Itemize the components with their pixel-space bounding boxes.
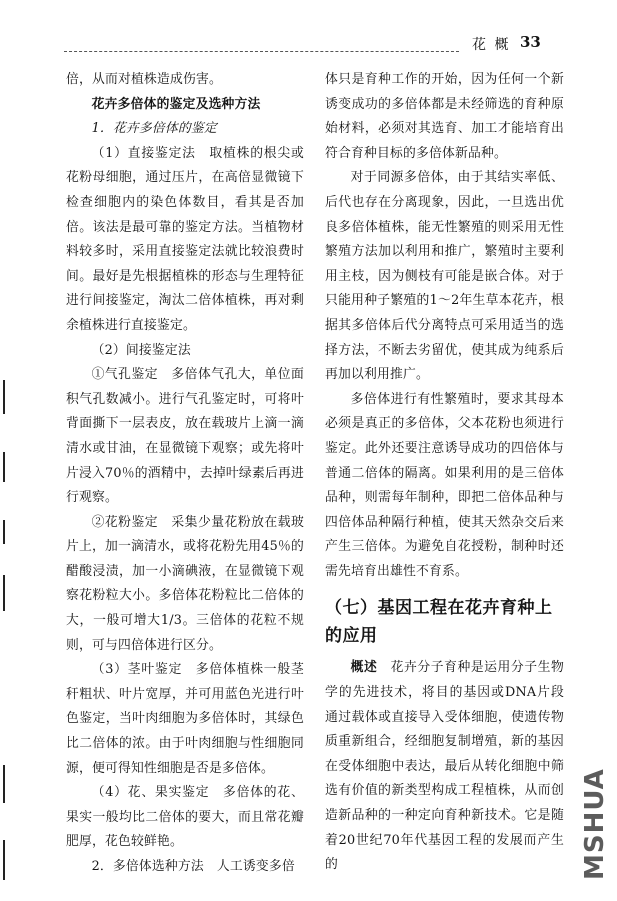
- paragraph: （2）间接鉴定法: [91, 342, 191, 358]
- section-title: （七）基因工程在花卉育种上的应用: [325, 598, 553, 647]
- subsection-heading: 1．花卉多倍体的鉴定: [91, 121, 217, 137]
- margin-mark: [3, 452, 5, 482]
- paragraph: [325, 656, 564, 877]
- margin-mark: [3, 840, 5, 880]
- page-number: 33: [520, 33, 541, 51]
- running-head: 花 概: [472, 37, 511, 53]
- paragraph: （1）直接鉴定法 取植株的根尖或花粉母细胞，通过压片，在高倍显微镜下检查细胞内的染色体数目，看其是否加倍。该法是最可靠的鉴定方法。当植物材料较多时，采用直接鉴定法就比较浪费时间。最好是先根据植株的形态与生理特征进行间接鉴定，淘汰二倍体植株，再对剩余植株进行直接鉴定。: [66, 145, 304, 333]
- paragraph: （4）花、果实鉴定 多倍体的花、果实一般均比二倍体的要大，而且常花瓣肥厚，花色较鲜艳。: [66, 785, 304, 850]
- paragraph: 倍，从而对植株造成伤害。: [66, 72, 222, 87]
- paragraph: 多倍体进行有性繁殖时，要求其母本必须是真正的多倍体，父本花粉也须进行鉴定。此外还要注意诱导成功的四倍体与普通二倍体的隔离。如果利用的是三倍体品种，则需每年制种，即把二倍体品种与四倍体品种隔行种植，使其天然杂交后来产生三倍体。为避免自花授粉，制种时还需先培育出雄性不育系。: [325, 391, 564, 579]
- right-column: [325, 68, 564, 878]
- margin-mark: [3, 765, 5, 803]
- margin-mark: [3, 380, 5, 414]
- paragraph: ①气孔鉴定 多倍体气孔大，单位面积气孔数减小。进行气孔鉴定时，可将叶背面撕下一层表皮，放在载玻片上滴一滴清水或甘油，在显微镜下观察；或先将叶片浸入70％的酒精中，去掉叶绿素后再进行观察。: [66, 367, 304, 506]
- paragraph: 对于同源多倍体，由于其结实率低、后代也存在分离现象，因此，一旦选出优良多倍体植株，能无性繁殖的则采用无性繁殖方法加以利用和推广，繁殖时主要利用主枝，因为侧枝有可能是嵌合体。对于只能用种子繁殖的1～2年生草本花卉，根据其多倍体后代分离特点可采用适当的选择方法，不断去劣留优，使其成为纯系后再加以利用推广。: [325, 170, 564, 383]
- paragraph: ②花粉鉴定 采集少量花粉放在载玻片上，加一滴清水，或将花粉先用45％的醋酸浸渍，加一小滴碘液，在显微镜下观察花粉粒大小。多倍体花粉粒比二倍体的大，一般可增大1/3。三倍体的花粒不规则，可与四倍体进行区分。: [66, 514, 304, 653]
- paragraph-body: 花卉分子育种是运用分子生物学的先进技术，将目的基因或DNA片段通过载体或直接导入受体细胞，使遗传物质重新组合，经细胞复制增殖，新的基因在受体细胞中表达，最后从转化细胞中筛选有价值的新类型构成工程植株，从而创造新品种的一种定向育种新技术。它是随着20世纪70年代基因工程的发展而产生的: [325, 660, 564, 873]
- section-heading: 花卉多倍体的鉴定及选种方法: [91, 96, 261, 112]
- margin-mark: [3, 575, 5, 611]
- paragraph: （3）茎叶鉴定 多倍体植株一般茎秆粗状、叶片宽厚，并可用蓝色光进行叶色鉴定，当叶肉细胞为多倍体时，其绿色比二倍体的浓。由于叶肉细胞与性细胞同源，便可得知性细胞是否是多倍体。: [66, 662, 304, 776]
- margin-mark: [3, 520, 5, 544]
- paragraph: 体只是育种工作的开始，因为任何一个新诱变成功的多倍体都是未经筛选的育种原始材料，必须对其选育、加工才能培育出符合育种目标的多倍体新品种。: [325, 72, 564, 161]
- left-column: [66, 68, 304, 880]
- header-rule: [64, 51, 459, 52]
- watermark: MSHUA: [580, 768, 610, 880]
- paragraph: 2．多倍体选种方法 人工诱变多倍: [91, 859, 295, 874]
- paragraph-lead: 概述: [350, 660, 378, 676]
- scan-margin-marks: [3, 0, 5, 901]
